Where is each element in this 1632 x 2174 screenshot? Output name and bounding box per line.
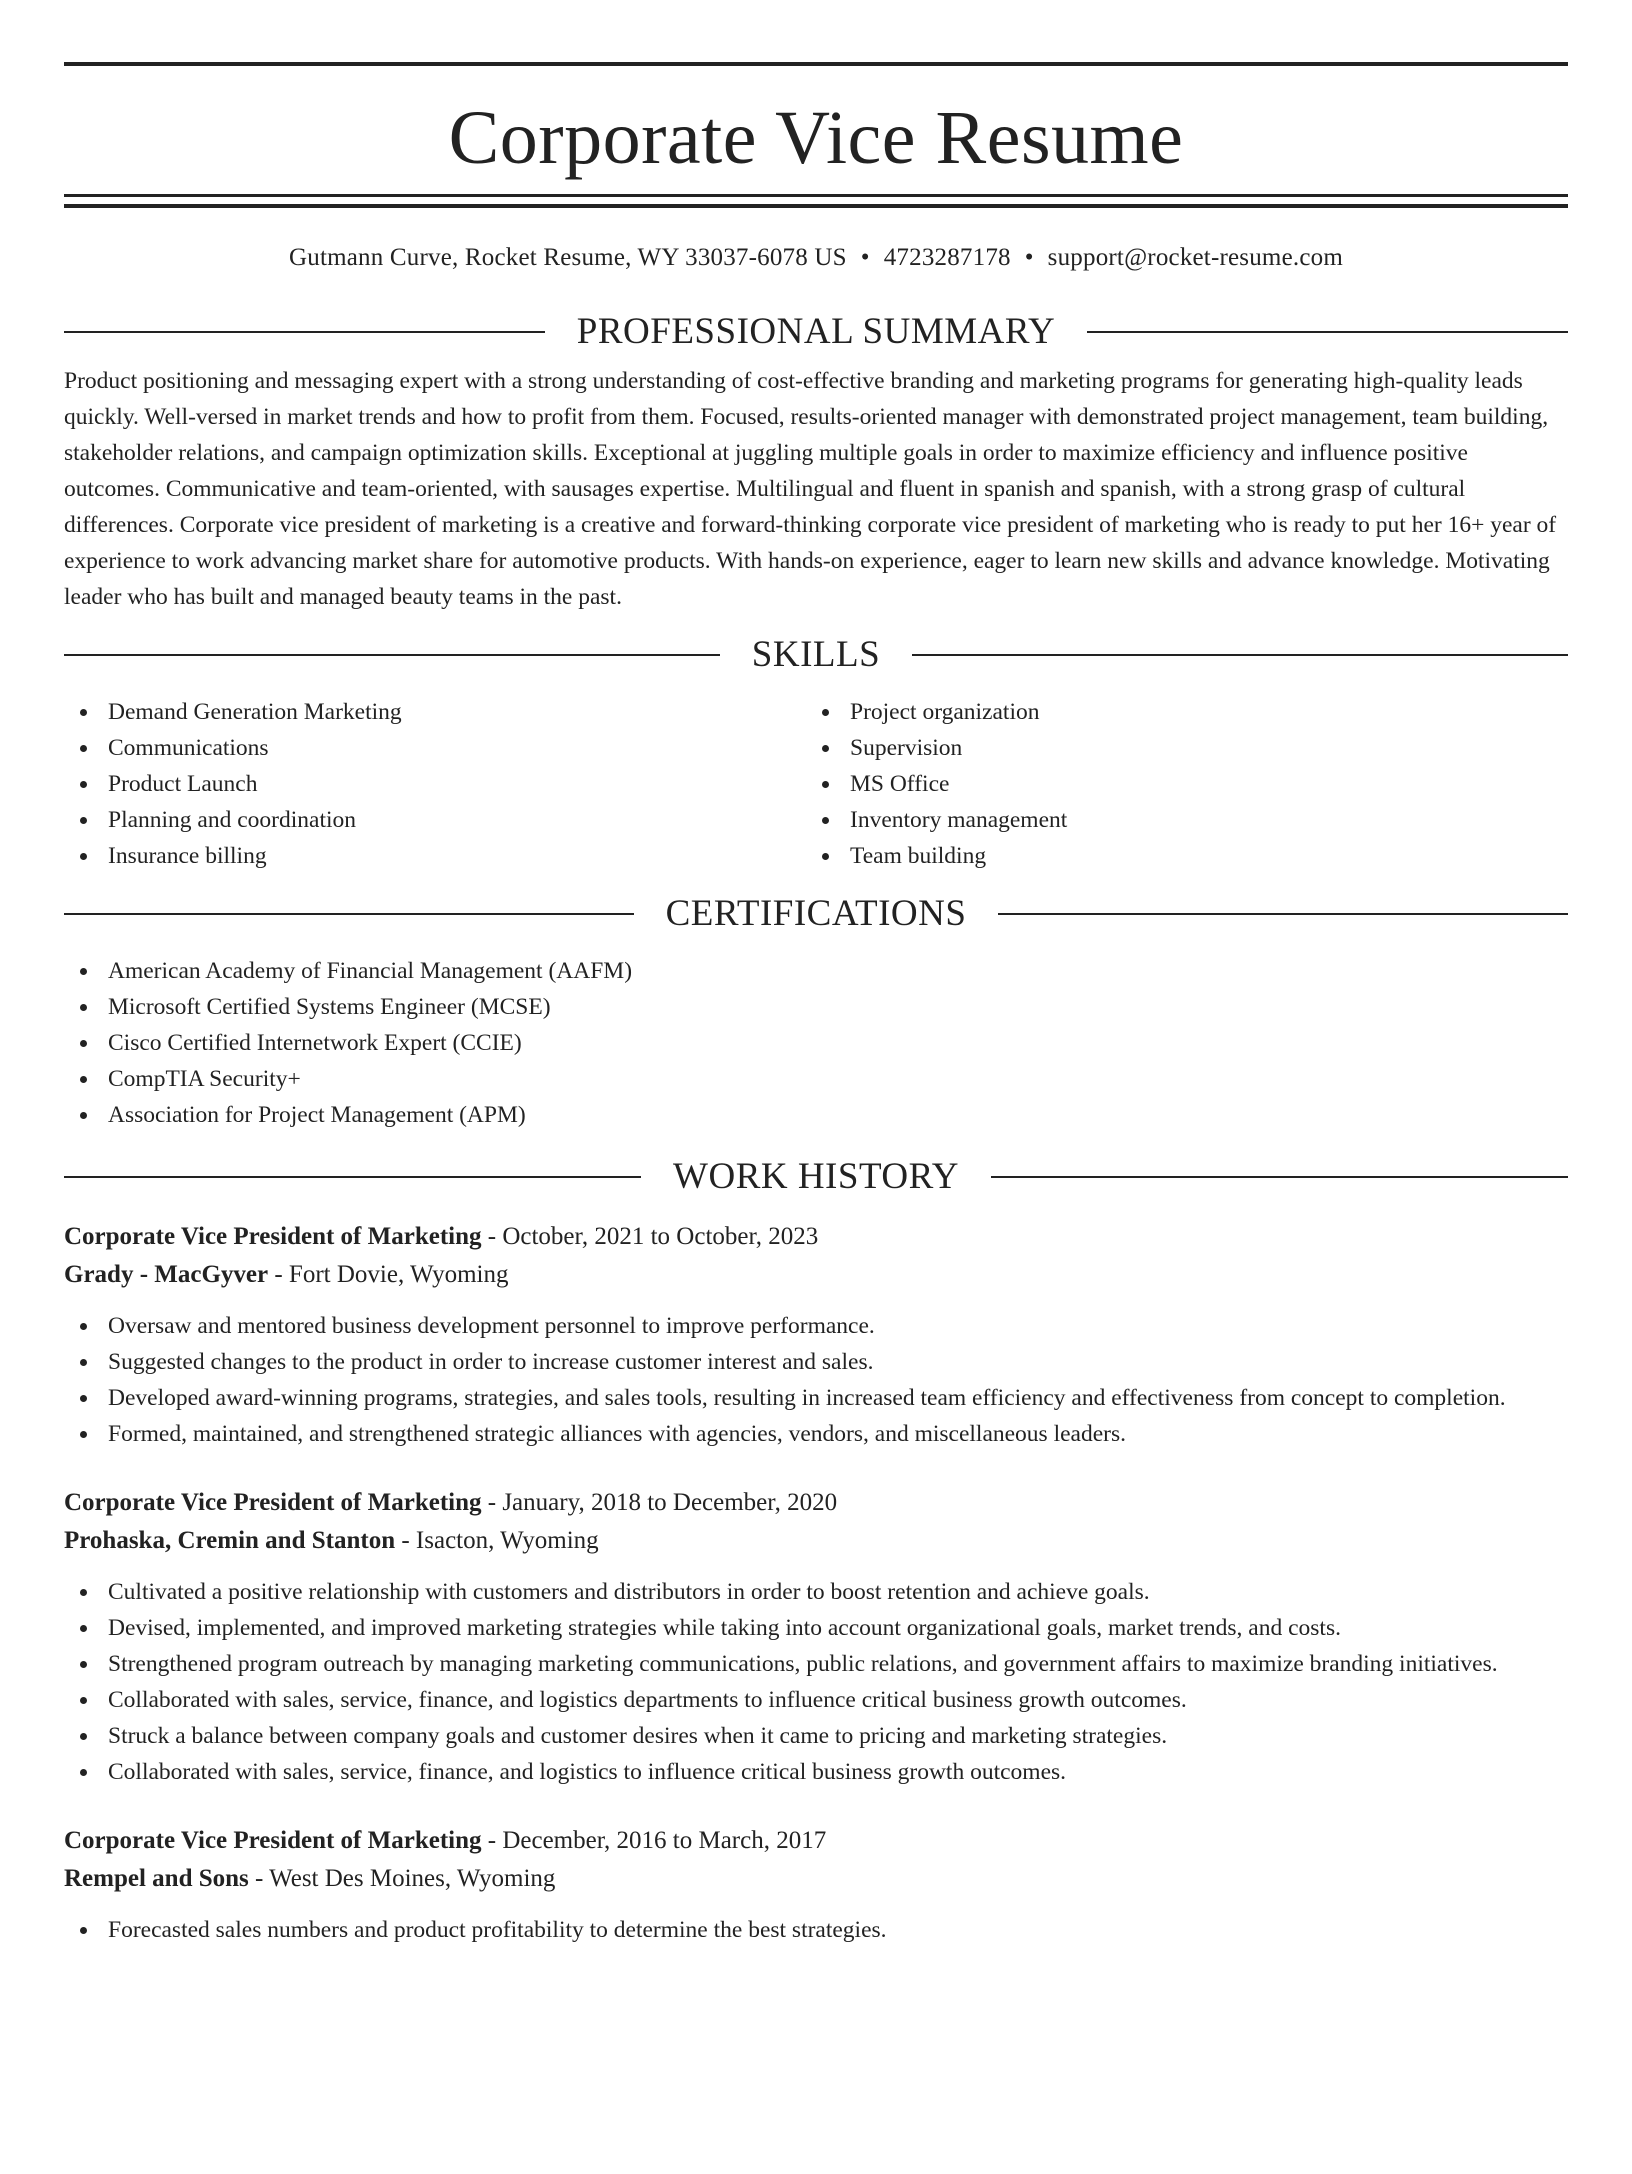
skill-item: MS Office <box>806 766 1548 802</box>
section-rule-right <box>912 654 1568 656</box>
contact-address: Gutmann Curve, Rocket Resume, WY 33037-6078 US <box>289 244 847 271</box>
contact-phone: 4723287178 <box>883 244 1011 271</box>
certification-item: Microsoft Certified Systems Engineer (MCSE) <box>64 989 1568 1025</box>
section-rule-right <box>998 913 1568 915</box>
skill-item: Supervision <box>806 730 1548 766</box>
section-rule-left <box>64 654 720 656</box>
job-dates: - January, 2018 to December, 2020 <box>481 1489 838 1516</box>
skill-item: Communications <box>64 730 806 766</box>
section-title: PROFESSIONAL SUMMARY <box>576 311 1056 352</box>
skill-item: Project organization <box>806 694 1548 730</box>
job-title-line <box>64 1484 1568 1522</box>
job-company: Prohaska, Cremin and Stanton <box>64 1527 396 1554</box>
job-company: Grady - MacGyver <box>64 1261 269 1288</box>
header-bottom-rule-2 <box>64 204 1568 208</box>
section-header-skills <box>64 633 1568 676</box>
resume-title: Corporate Vice Resume <box>448 96 1184 180</box>
job-dates: - December, 2016 to March, 2017 <box>481 1827 827 1854</box>
section-header-work-history <box>64 1155 1568 1198</box>
skill-item: Demand Generation Marketing <box>64 694 806 730</box>
job-entry <box>64 1218 1568 1452</box>
job-title-line <box>64 1218 1568 1256</box>
job-location: - Fort Dovie, Wyoming <box>268 1261 509 1288</box>
job-bullet: Struck a balance between company goals and customer desires when it came to pricing and marketing strategies. <box>64 1718 1568 1754</box>
skills-column-left <box>64 694 806 874</box>
job-title: Corporate Vice President of Marketing <box>64 1827 482 1854</box>
skill-item: Planning and coordination <box>64 802 806 838</box>
section-header-summary <box>64 310 1568 353</box>
certification-item: CompTIA Security+ <box>64 1061 1568 1097</box>
skills-grid <box>64 694 1568 874</box>
section-rule-left <box>64 331 545 333</box>
job-bullet: Suggested changes to the product in order to increase customer interest and sales. <box>64 1344 1568 1380</box>
certification-item: Cisco Certified Internetwork Expert (CCIE) <box>64 1025 1568 1061</box>
skill-item: Product Launch <box>64 766 806 802</box>
skill-item: Team building <box>806 838 1548 874</box>
skill-item: Insurance billing <box>64 838 806 874</box>
job-bullet: Collaborated with sales, service, finance, and logistics departments to influence critical business growth outcomes. <box>64 1682 1568 1718</box>
job-bullet: Strengthened program outreach by managing marketing communications, public relations, and government affairs to maximize branding initiatives. <box>64 1646 1568 1682</box>
job-bullet: Forecasted sales numbers and product profitability to determine the best strategies. <box>64 1912 1568 1948</box>
section-rule-left <box>64 913 634 915</box>
skill-item: Inventory management <box>806 802 1548 838</box>
section-rule-right <box>1087 331 1568 333</box>
certification-item: Association for Project Management (APM) <box>64 1097 1568 1133</box>
section-rule-right <box>991 1176 1568 1178</box>
job-location: - Isacton, Wyoming <box>395 1527 599 1554</box>
job-bullets <box>64 1574 1568 1790</box>
job-company-line <box>64 1256 1568 1294</box>
job-bullet: Collaborated with sales, service, finance, and logistics to influence critical business growth outcomes. <box>64 1754 1568 1790</box>
job-bullet: Devised, implemented, and improved marketing strategies while taking into account organizational goals, market trends, and costs. <box>64 1610 1568 1646</box>
job-entry <box>64 1822 1568 1948</box>
job-company-line <box>64 1522 1568 1560</box>
section-title: SKILLS <box>751 634 881 675</box>
header-top-rule <box>64 62 1568 66</box>
job-bullets <box>64 1912 1568 1948</box>
job-location: - West Des Moines, Wyoming <box>248 1865 556 1892</box>
header-bottom-rule <box>64 194 1568 197</box>
job-bullet: Oversaw and mentored business development personnel to improve performance. <box>64 1308 1568 1344</box>
job-dates: - October, 2021 to October, 2023 <box>481 1223 819 1250</box>
job-title: Corporate Vice President of Marketing <box>64 1223 482 1250</box>
job-title: Corporate Vice President of Marketing <box>64 1489 482 1516</box>
job-bullet: Cultivated a positive relationship with customers and distributors in order to boost retention and achieve goals. <box>64 1574 1568 1610</box>
section-header-certifications <box>64 892 1568 935</box>
summary-text: Product positioning and messaging expert with a strong understanding of cost-effective branding and marketing programs for generating high-quality leads quickly. Well-versed in market trends and how to profit from them. Focused, results-oriented manager with demonstrated project management, team building, stakeholder relations, and campaign optimization skills. Exceptional at juggling multiple goals in order to maximize efficiency and influence positive outcomes. Communicative and team-oriented, with sausages expertise. Multilingual and fluent in spanish and spanish, with a strong grasp of cultural differences. Corporate vice president of marketing is a creative and forward-thinking corporate vice president of marketing who is ready to put her 16+ year of experience to work advancing market share for automotive products. With hands-on experience, eager to learn new skills and advance knowledge. Motivating leader who has built and managed beauty teams in the past. <box>64 368 1557 610</box>
resume-page <box>0 62 1632 2174</box>
job-company-line <box>64 1860 1568 1898</box>
job-bullets <box>64 1308 1568 1452</box>
contact-separator: • <box>860 244 870 271</box>
section-title: WORK HISTORY <box>673 1156 959 1197</box>
job-entry <box>64 1484 1568 1790</box>
contact-email: support@rocket-resume.com <box>1047 244 1343 271</box>
skills-column-right <box>806 694 1548 874</box>
certification-item: American Academy of Financial Management (AAFM) <box>64 953 1568 989</box>
job-bullet: Developed award-winning programs, strategies, and sales tools, resulting in increased team efficiency and effectiveness from concept to completion. <box>64 1380 1568 1416</box>
job-company: Rempel and Sons <box>64 1865 249 1892</box>
section-rule-left <box>64 1176 641 1178</box>
section-title: CERTIFICATIONS <box>665 893 967 934</box>
certification-list <box>64 953 1568 1133</box>
contact-separator: • <box>1024 244 1034 271</box>
job-title-line <box>64 1822 1568 1860</box>
contact-line <box>64 244 1568 274</box>
job-bullet: Formed, maintained, and strengthened strategic alliances with agencies, vendors, and miscellaneous leaders. <box>64 1416 1568 1452</box>
